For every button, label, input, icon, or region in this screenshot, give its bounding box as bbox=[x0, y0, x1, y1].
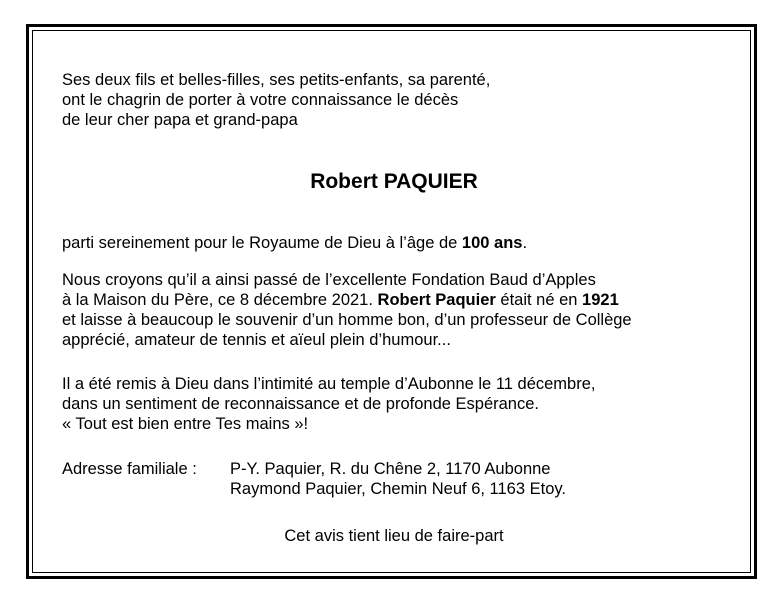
address-line: Raymond Paquier, Chemin Neuf 6, 1163 Etoy. bbox=[230, 480, 566, 498]
age-value: 100 ans bbox=[461, 234, 523, 252]
departure-text: parti sereinement pour le Royaume de Dieu à l’âge de bbox=[62, 234, 462, 252]
address-block bbox=[62, 459, 712, 499]
departure-paragraph bbox=[62, 233, 712, 253]
bio-line: et laisse à beaucoup le souvenir d’un homme bon, d’un professeur de Collège bbox=[62, 311, 632, 329]
intro-line: Ses deux fils et belles-filles, ses petits-enfants, sa parenté, bbox=[62, 71, 491, 89]
ceremony-line: « Tout est bien entre Tes mains »! bbox=[62, 415, 309, 433]
address-line: P-Y. Paquier, R. du Chêne 2, 1170 Aubonne bbox=[230, 460, 551, 478]
bio-line2-text: à la Maison du Père, ce 8 décembre 2021. bbox=[62, 291, 378, 309]
bio-name: Robert Paquier bbox=[377, 291, 496, 309]
notice-body bbox=[62, 70, 712, 130]
notice-border-outer bbox=[26, 24, 757, 579]
deceased-name: Robert PAQUIER bbox=[310, 170, 478, 193]
closing-note: Cet avis tient lieu de faire-part bbox=[284, 527, 504, 545]
intro-paragraph bbox=[62, 70, 712, 130]
bio-line: Nous croyons qu’il a ainsi passé de l’excellente Fondation Baud d’Apples bbox=[62, 271, 596, 289]
ceremony-line: dans un sentiment de reconnaissance et de profonde Espérance. bbox=[62, 395, 539, 413]
bio-line2-mid: était né en bbox=[495, 291, 583, 309]
address-label: Adresse familiale : bbox=[62, 460, 197, 478]
ceremony-paragraph bbox=[62, 374, 712, 434]
birth-year: 1921 bbox=[582, 291, 619, 309]
departure-suffix: . bbox=[522, 234, 528, 252]
ceremony-line: Il a été remis à Dieu dans l’intimité au temple d’Aubonne le 11 décembre, bbox=[62, 375, 596, 393]
bio-paragraph bbox=[62, 270, 712, 350]
intro-line: de leur cher papa et grand-papa bbox=[62, 111, 298, 129]
notice-border-inner bbox=[32, 30, 751, 573]
bio-line: apprécié, amateur de tennis et aïeul plein d’humour... bbox=[62, 331, 451, 349]
intro-line: ont le chagrin de porter à votre connaissance le décès bbox=[62, 91, 459, 109]
